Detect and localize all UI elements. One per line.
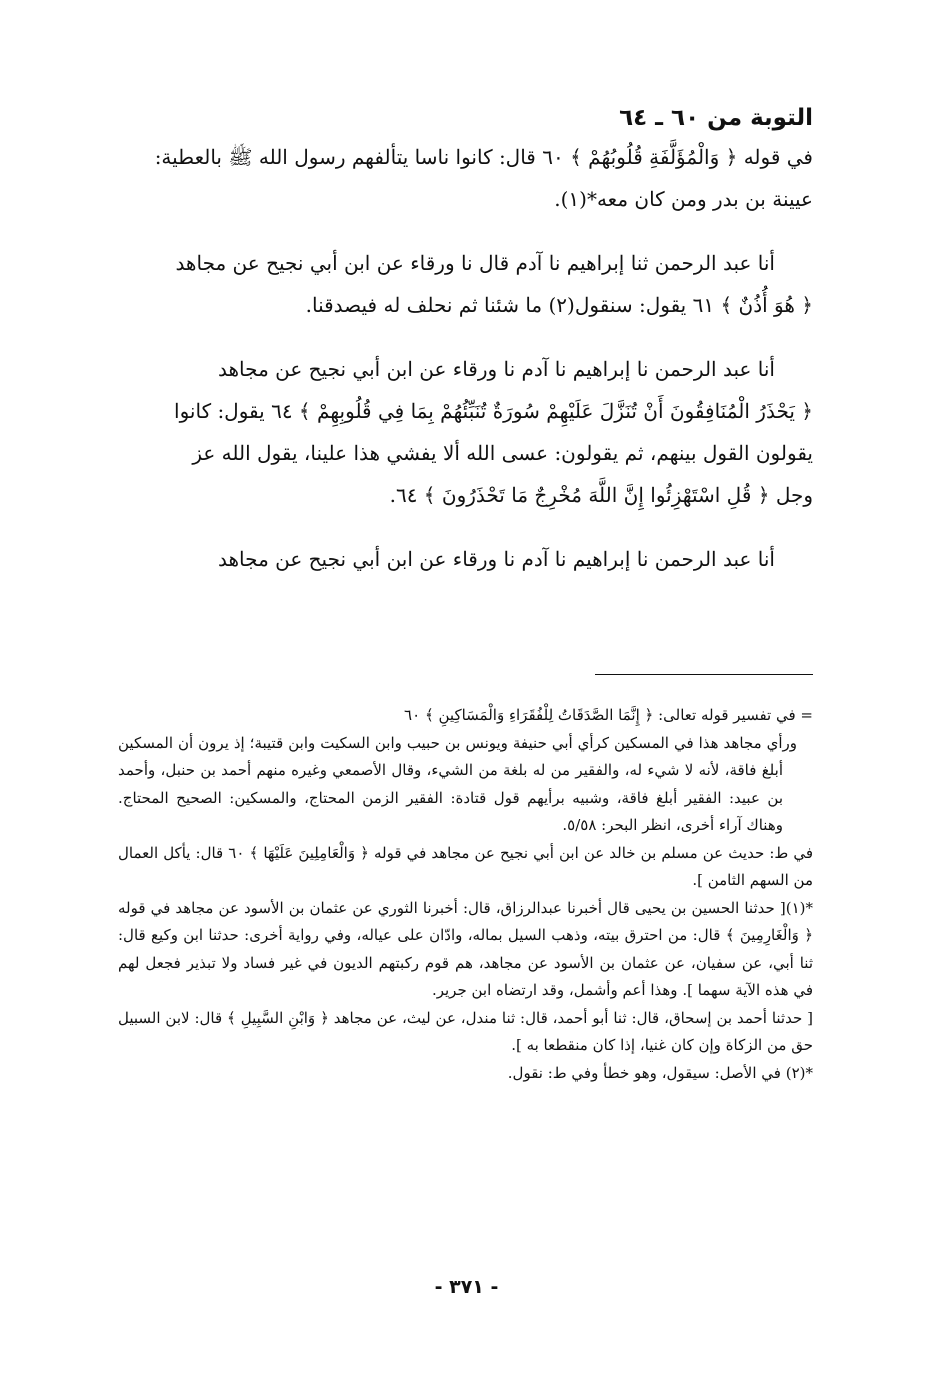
paragraph-1-line-2: عيينة بن بدر ومن كان معه*(١). [554, 187, 813, 211]
running-header: التوبة من ٦٠ ـ ٦٤ [619, 105, 813, 131]
paragraph-3-line-4: وجل ﴿ قُلِ اسْتَهْزِئُوا إِنَّ اللَّهَ مُخْرِجٌ مَا تَحْذَرُونَ ﴾ ٦٤. [389, 483, 813, 507]
main-text [118, 136, 813, 580]
footnote-1-addendum: [ حدثنا أحمد بن إسحاق، قال: ثنا أبو أحمد، قال: ثنا مندل، عن ليث، عن مجاهد ﴿ وَابْنِ السَّبِيلِ ﴾ قال: لابن السبيل حق من الزكاة وإن كان غنيا، إذا كان منقطعا به ]. [118, 1008, 813, 1054]
paragraph-2-line-1: أنا عبد الرحمن ثنا إبراهيم نا آدم قال نا ورقاء عن ابن أبي نجيح عن مجاهد [175, 251, 775, 275]
page-body [118, 100, 813, 580]
footnotes [118, 702, 813, 1087]
page-number: - ٣٧١ - [434, 1276, 499, 1298]
footnote-1: *(١)[ حدثنا الحسين بن يحيى قال أخبرنا عبدالرزاق، قال: أخبرنا الثوري عن عثمان بن الأسود عن مجاهد في قوله ﴿ وَالْغَارِمِينَ ﴾ قال: من احترق بيته، وذهب السيل بماله، وادّان على عياله، وفي رواية أخرى: حدثنا ابن وكيع قال: ثنا أبي، عن سفيان، عن عثمان بن الأسود عن مجاهد، هم قوم ركبتهم الديون في غير فساد ولا تبذير فجعل لهم في هذه الآية سهما ]. وهذا أعم وأشمل، وقد ارتضاه ابن جرير. [118, 898, 813, 999]
paragraph-3-line-1: أنا عبد الرحمن نا إبراهيم نا آدم نا ورقاء عن ابن أبي نجيح عن مجاهد [218, 357, 775, 381]
footnote-divider [595, 674, 813, 675]
paragraph-4-line-1: أنا عبد الرحمن نا إبراهيم نا آدم نا ورقاء عن ابن أبي نجيح عن مجاهد [218, 547, 775, 571]
paragraph-3-line-2: ﴿ يَحْذَرُ الْمُنَافِقُونَ أَنْ تُنَزَّلَ عَلَيْهِمْ سُورَةٌ تُنَبِّئُهُمْ بِمَا فِي قُلُوبِهِمْ ﴾ ٦٤ يقول: كانوا [174, 399, 813, 423]
footnote-variant: في ط: حديث عن مسلم بن خالد عن ابن أبي نجيح عن مجاهد في قوله ﴿ وَالْعَامِلِينَ عَلَيْهَا ﴾ ٦٠ قال: يأكل العمال من السهم الثامن ]. [118, 843, 814, 889]
footnote-2: *(٢) في الأصل: سيقول، وهو خطأ وفي ط: نقول. [507, 1063, 813, 1082]
footnote-commentary: ورأي مجاهد هذا في المسكين كرأي أبي حنيفة ويونس بن حبيب وابن السكيت وابن قتيبة؛ إذ يرون أن المسكين أبلغ فاقة، لأنه لا شيء له، والفقير من له بلغة من الشيء، وقال الأصمعي وغيره منهم أحمد بن حنبل، وأحمد بن عبيد: الفقير أبلغ فاقة، وشبيه برأيهم قول قتادة: الفقير الزمن المحتاج، والمسكين: الصحيح المحتاج. وهناك آراء أخرى، انظر البحر: ٥/٥٨. [118, 733, 797, 834]
paragraph-2-line-2: ﴿ هُوَ أُذُنٌ ﴾ ٦١ يقول: سنقول(٢) ما شئنا ثم نحلف له فيصدقنا. [305, 293, 813, 317]
footnote-continuation: = في تفسير قوله تعالى: ﴿ إِنَّمَا الصَّدَقَاتُ لِلْفُقَرَاءِ وَالْمَسَاكِينِ ﴾ ٦٠ [404, 706, 813, 724]
paragraph-3-line-3: يقولون القول بينهم، ثم يقولون: عسى الله ألا يفشي هذا علينا، يقول الله عز [192, 441, 813, 465]
paragraph-1-line-1: في قوله ﴿ وَالْمُؤَلَّفَةِ قُلُوبُهُمْ ﴾ ٦٠ قال: كانوا ناسا يتألفهم رسول الله ﷺ بالعطية: [154, 145, 813, 169]
